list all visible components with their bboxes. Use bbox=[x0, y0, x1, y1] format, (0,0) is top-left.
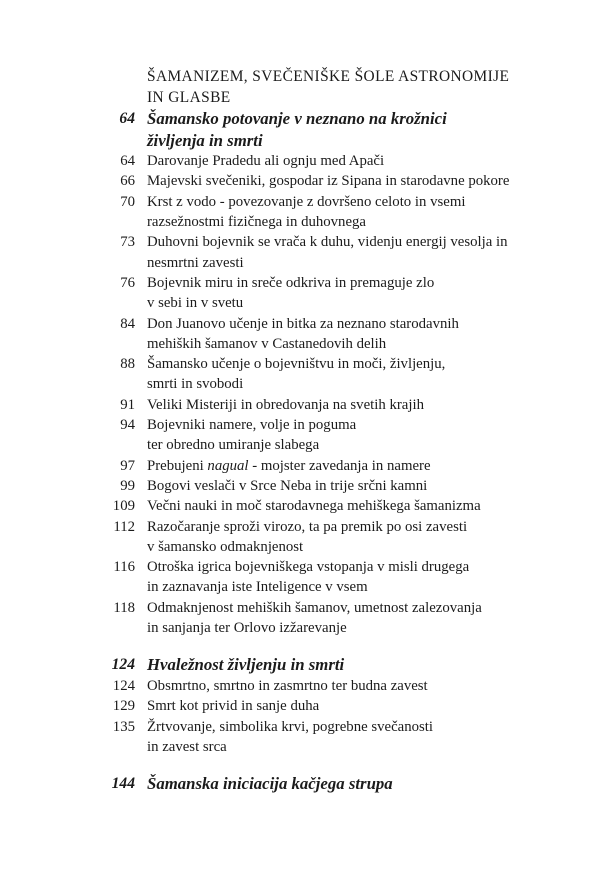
chapter-line: življenja in smrti bbox=[147, 130, 263, 150]
toc-entry bbox=[97, 395, 581, 415]
page-number: 112 bbox=[113, 518, 135, 535]
header-line: ŠAMANIZEM, SVEČENIŠKE ŠOLE ASTRONOMIJE bbox=[147, 68, 510, 85]
page-number: 109 bbox=[112, 498, 135, 515]
toc-entry bbox=[97, 696, 581, 716]
entry-title bbox=[147, 314, 459, 355]
entry-title bbox=[147, 395, 424, 415]
entry-title bbox=[147, 456, 431, 476]
entry-line: Majevski svečeniki, gospodar iz Sipana in starodavne pokore bbox=[147, 173, 510, 190]
entry-title bbox=[147, 517, 467, 558]
toc-entry bbox=[97, 171, 581, 191]
entry-title bbox=[147, 557, 469, 598]
section-header bbox=[97, 66, 581, 108]
page-number: 64 bbox=[120, 153, 135, 170]
page-number: 116 bbox=[113, 559, 135, 576]
entry-line: in sanjanja ter Orlovo izžarevanje bbox=[147, 620, 347, 637]
entry-line: Šamansko učenje o bojevništvu in moči, življenju, bbox=[147, 356, 446, 373]
header-line: IN GLASBE bbox=[147, 89, 231, 106]
entry-line: smrti in svobodi bbox=[147, 376, 244, 393]
page-number: 135 bbox=[112, 718, 135, 735]
page-number: 124 bbox=[112, 677, 135, 694]
entry-title bbox=[147, 232, 508, 273]
toc-entry bbox=[97, 676, 581, 696]
chapter-line: Hvaležnost življenju in smrti bbox=[147, 655, 345, 675]
page-number: 73 bbox=[120, 234, 135, 251]
entry-title bbox=[147, 696, 319, 716]
toc-chapter bbox=[97, 773, 581, 795]
entry-text-segment: Prebujeni bbox=[147, 457, 208, 474]
toc-entry bbox=[97, 354, 581, 395]
toc-entry bbox=[97, 496, 581, 516]
entry-title bbox=[147, 598, 482, 639]
entry-line: Smrt kot privid in sanje duha bbox=[147, 698, 320, 715]
toc-entry bbox=[97, 598, 581, 639]
entry-line: in zaznavanja iste Inteligence v vsem bbox=[147, 579, 368, 596]
entry-title bbox=[147, 151, 384, 171]
chapter-title bbox=[147, 654, 344, 676]
page-number: 97 bbox=[120, 457, 135, 474]
entry-line bbox=[147, 456, 431, 476]
toc-entry bbox=[97, 717, 581, 758]
page-number: 129 bbox=[112, 698, 135, 715]
page-number: 88 bbox=[120, 356, 135, 373]
toc-chapter bbox=[97, 654, 581, 676]
entry-line: nesmrtni zavesti bbox=[147, 254, 244, 271]
page-number: 91 bbox=[120, 396, 135, 413]
entry-line: v šamansko odmaknjenost bbox=[147, 538, 304, 555]
page-number: 144 bbox=[111, 775, 135, 793]
toc-entry bbox=[97, 415, 581, 456]
entry-title bbox=[147, 496, 481, 516]
page-number: 124 bbox=[111, 656, 135, 674]
toc-entry bbox=[97, 273, 581, 314]
page-number: 84 bbox=[120, 315, 135, 332]
entry-line: Duhovni bojevnik se vrača k duhu, videnju energij vesolja in bbox=[147, 234, 508, 251]
chapter-line: Šamansko potovanje v neznano na krožnici bbox=[147, 109, 447, 128]
entry-line: Večni nauki in moč starodavnega mehiškega šamanizma bbox=[147, 498, 481, 515]
page-number: 118 bbox=[113, 599, 135, 616]
page-number: 94 bbox=[120, 417, 135, 434]
entry-title bbox=[147, 354, 445, 395]
toc-entry bbox=[97, 192, 581, 233]
entry-text-segment: - mojster zavedanja in namere bbox=[248, 457, 431, 474]
page-number: 99 bbox=[120, 477, 135, 494]
entry-line: Žrtvovanje, simbolika krvi, pogrebne svečanosti bbox=[147, 718, 434, 735]
entry-line: Don Juanovo učenje in bitka za neznano starodavnih bbox=[147, 315, 459, 332]
toc-entry bbox=[97, 456, 581, 476]
entry-line: Bojevnik miru in sreče odkriva in premaguje zlo bbox=[147, 274, 435, 291]
page-number: 66 bbox=[120, 173, 135, 190]
entry-line: Otroška igrica bojevniškega vstopanja v misli drugega bbox=[147, 559, 470, 576]
entry-line: ter obredno umiranje slabega bbox=[147, 437, 320, 454]
entry-title bbox=[147, 676, 428, 696]
chapter-title bbox=[147, 108, 447, 151]
entry-line: mehiških šamanov v Castanedovih delih bbox=[147, 335, 387, 352]
entry-line: Obsmrtno, smrtno in zasmrtno ter budna zavest bbox=[147, 677, 428, 694]
toc-entry bbox=[97, 151, 581, 171]
page-number: 76 bbox=[120, 274, 135, 291]
toc-entry bbox=[97, 314, 581, 355]
entry-line: Bogovi veslači v Srce Neba in trije srčni kamni bbox=[147, 477, 428, 494]
entry-line: Bojevniki namere, volje in poguma bbox=[147, 417, 357, 434]
entry-title bbox=[147, 717, 433, 758]
toc-entry bbox=[97, 476, 581, 496]
toc-entry bbox=[97, 517, 581, 558]
entry-title bbox=[147, 171, 509, 191]
entry-line: Veliki Misteriji in obredovanja na svetih krajih bbox=[147, 396, 424, 413]
entry-line: Odmaknjenost mehiških šamanov, umetnost zalezovanja bbox=[147, 599, 482, 616]
entry-text-italic: nagual bbox=[207, 457, 249, 474]
entry-title bbox=[147, 415, 356, 456]
section-header-text bbox=[147, 66, 509, 108]
page-number: 70 bbox=[120, 193, 135, 210]
entry-line: Krst z vodo - povezovanje z dovršeno celoto in vsemi bbox=[147, 193, 466, 210]
toc-entry bbox=[97, 232, 581, 273]
entry-title bbox=[147, 192, 465, 233]
entry-line: Darovanje Pradedu ali ognju med Apači bbox=[147, 153, 385, 170]
chapter-line: Šamanska iniciacija kačjega strupa bbox=[147, 774, 393, 794]
entry-title bbox=[147, 273, 434, 314]
chapter-title bbox=[147, 773, 393, 795]
entry-line: Razočaranje sproži virozo, ta pa premik po osi zavesti bbox=[147, 518, 468, 535]
entry-line: razsežnostmi fizičnega in duhovnega bbox=[147, 214, 366, 231]
entry-line: v sebi in v svetu bbox=[147, 295, 244, 312]
toc-entry bbox=[97, 557, 581, 598]
entry-title bbox=[147, 476, 427, 496]
entry-line: in zavest srca bbox=[147, 738, 227, 755]
toc-chapter bbox=[97, 108, 581, 151]
page-number: 64 bbox=[119, 110, 135, 127]
